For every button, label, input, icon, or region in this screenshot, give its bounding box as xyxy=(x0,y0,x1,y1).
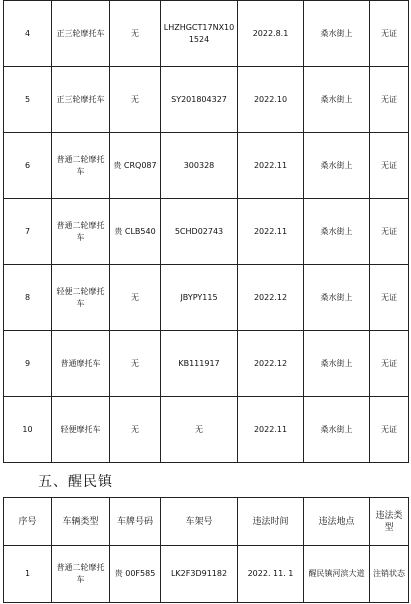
cell-plate: 无 xyxy=(110,397,161,463)
cell-frame: LHZHGCT17NX101524 xyxy=(161,1,238,67)
cell-place: 醒民镇河滨大道 xyxy=(304,546,370,603)
cell-status: 无证 xyxy=(370,199,409,265)
cell-frame: LK2F3D91182 xyxy=(161,546,238,603)
xingmin-vehicle-table xyxy=(3,497,409,603)
cell-type: 普通二轮摩托车 xyxy=(52,546,110,603)
cell-no: 9 xyxy=(4,331,52,397)
cell-type: 轻便二轮摩托车 xyxy=(52,265,110,331)
xingmin-table-body xyxy=(4,546,409,603)
header-type: 车辆类型 xyxy=(52,498,110,546)
cell-frame: KB111917 xyxy=(161,331,238,397)
table-row xyxy=(4,133,409,199)
table-row xyxy=(4,331,409,397)
header-status: 违法类型 xyxy=(370,498,409,546)
cell-type: 正三轮摩托车 xyxy=(52,1,110,67)
cell-time: 2022.11 xyxy=(238,133,304,199)
table-row xyxy=(4,1,409,67)
cell-no: 8 xyxy=(4,265,52,331)
table-header-row xyxy=(4,498,409,546)
table-row xyxy=(4,67,409,133)
cell-time: 2022.12 xyxy=(238,331,304,397)
table-row xyxy=(4,397,409,463)
cell-place: 桑水街上 xyxy=(304,1,370,67)
cell-status: 无证 xyxy=(370,67,409,133)
table-row xyxy=(4,199,409,265)
cell-status: 无证 xyxy=(370,265,409,331)
cell-no: 6 xyxy=(4,133,52,199)
cell-no: 7 xyxy=(4,199,52,265)
cell-type: 普通二轮摩托车 xyxy=(52,199,110,265)
cell-time: 2022.11 xyxy=(238,397,304,463)
cell-place: 桑水街上 xyxy=(304,133,370,199)
vehicle-table-continued xyxy=(3,0,409,463)
cell-time: 2022.8.1 xyxy=(238,1,304,67)
cell-status: 无证 xyxy=(370,1,409,67)
cell-frame: 5CHD02743 xyxy=(161,199,238,265)
vehicle-table-body xyxy=(4,1,409,463)
cell-no: 5 xyxy=(4,67,52,133)
cell-frame: JBYPY115 xyxy=(161,265,238,331)
cell-no: 4 xyxy=(4,1,52,67)
cell-status: 注销状态 xyxy=(370,546,409,603)
cell-status: 无证 xyxy=(370,133,409,199)
cell-time: 2022.11 xyxy=(238,199,304,265)
cell-place: 桑水街上 xyxy=(304,199,370,265)
cell-plate: 无 xyxy=(110,265,161,331)
cell-plate: 贵 00F585 xyxy=(110,546,161,603)
header-no: 序号 xyxy=(4,498,52,546)
cell-plate: 贵 CLB540 xyxy=(110,199,161,265)
cell-type: 轻便摩托车 xyxy=(52,397,110,463)
header-plate: 车牌号码 xyxy=(110,498,161,546)
cell-plate: 无 xyxy=(110,67,161,133)
cell-type: 普通摩托车 xyxy=(52,331,110,397)
cell-plate: 无 xyxy=(110,331,161,397)
cell-type: 普通二轮摩托车 xyxy=(52,133,110,199)
cell-no: 1 xyxy=(4,546,52,603)
cell-no: 10 xyxy=(4,397,52,463)
cell-frame: SY201804327 xyxy=(161,67,238,133)
cell-place: 桑水街上 xyxy=(304,397,370,463)
cell-status: 无证 xyxy=(370,397,409,463)
table-row xyxy=(4,546,409,603)
cell-plate: 贵 CRQ087 xyxy=(110,133,161,199)
cell-time: 2022.12 xyxy=(238,265,304,331)
cell-place: 桑水街上 xyxy=(304,265,370,331)
cell-status: 无证 xyxy=(370,331,409,397)
cell-place: 桑水街上 xyxy=(304,331,370,397)
cell-time: 2022. 11. 1 xyxy=(238,546,304,603)
table-row xyxy=(4,265,409,331)
cell-plate: 无 xyxy=(110,1,161,67)
header-frame: 车架号 xyxy=(161,498,238,546)
cell-time: 2022.10 xyxy=(238,67,304,133)
section-title: 五、醒民镇 xyxy=(38,474,113,490)
cell-place: 桑水街上 xyxy=(304,67,370,133)
header-time: 违法时间 xyxy=(238,498,304,546)
cell-type: 正三轮摩托车 xyxy=(52,67,110,133)
cell-frame: 300328 xyxy=(161,133,238,199)
cell-frame: 无 xyxy=(161,397,238,463)
header-place: 违法地点 xyxy=(304,498,370,546)
